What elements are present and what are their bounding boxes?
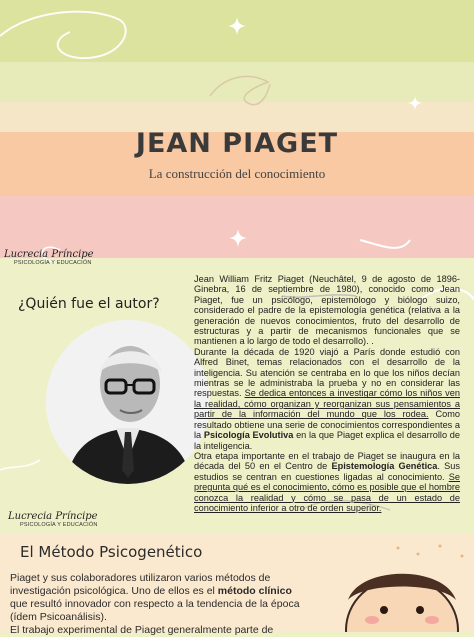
bio-text: Durante la década de 1920 viajó a París donde estudió con Alfred Binet, temas relacionados con el desarrollo de la inteligencia. Su atención se centraba en lo que los niños decían mientras se le administraba la prueba y no en considerar las respuestas. [194, 346, 460, 399]
bio-bold-text: Epistemología Genética [331, 461, 438, 472]
signature-role: PSICOLOGÍA Y EDUCACIÓN [14, 260, 92, 266]
bio-underlined-text: Se dedica entonces a investigar cómo los niños ven la realidad, cómo organizan y reorganizan sus pensamientos a partir de la información del mundo que los rodea. [194, 388, 460, 420]
method-paragraph: El trabajo experimental de Piaget generalmente parte de [10, 624, 274, 636]
bio-paragraph: Jean William Fritz Piaget (Neuchâtel, 9 de agosto de 1896-Ginebra, 16 de septiembre de 1980), conocido como Jean Piaget, fue un psicólogo, epistemólogo y biólogo suizo, considerado el padre de la epistemología genética (relativa a la generación de nuevos conocimientos, fruto del desarrollo de estructuras y a partir de mecanismos funcionales que se mantienen a lo largo de todo el desarrollo). . [194, 274, 460, 347]
biography-text [194, 274, 460, 513]
method-text [10, 572, 302, 637]
method-text-span: Piaget y sus colaboradores utilizaron varios métodos de investigación psicológica. Uno de ellos es el [10, 572, 271, 597]
page-title: JEAN PIAGET [135, 128, 339, 159]
author-portrait [46, 320, 210, 484]
bio-paragraph [194, 451, 460, 513]
portrait-illustration [46, 320, 210, 484]
bio-text: . Sus estudios se centran en cuestiones ligadas al conocimiento. [194, 461, 461, 482]
bio-text: en la que Piaget explica el desarrollo de la inteligencia. [194, 430, 460, 451]
sparkle-icon [228, 17, 246, 35]
page-subtitle: La construcción del conocimiento [148, 166, 326, 181]
sparkle-icon [408, 96, 422, 110]
sparkle-icon [229, 229, 247, 247]
bio-text: Como resultado obtiene una serie de conocimientos correspondientes a la [194, 409, 460, 441]
method-paragraph [10, 572, 302, 624]
signature-role: PSICOLOGÍA Y EDUCACIÓN [20, 522, 98, 528]
section-heading-author: ¿Quién fue el autor? [18, 296, 160, 312]
section-heading-method: El Método Psicogenético [20, 543, 203, 561]
child-face-illustration [330, 560, 474, 632]
bio-paragraph [194, 347, 460, 451]
signature-name: Lucrecia Príncipe [8, 511, 98, 522]
author-signature [8, 511, 98, 528]
decorative-dots [388, 540, 474, 566]
method-text-span: que resultó innovador con respecto a la tendencia de la época (ídem Psicoanálisis). [10, 598, 300, 623]
bio-text: Otra etapa importante en el trabajo de Piaget se inaugura en la década del 50 en el Centro de [194, 450, 460, 472]
bio-bold-text: Psicología Evolutiva [203, 430, 294, 441]
signature-name: Lucrecia Príncipe [4, 249, 94, 260]
bio-underlined-text: Se pregunta qué es el conocimiento, cómo es posible que el hombre conozca la realidad y cómo se pasa de un estado de conocimiento inferior a otro de orden superior. [194, 471, 460, 513]
method-bold-text: método clínico [217, 585, 292, 597]
author-signature [4, 249, 94, 266]
